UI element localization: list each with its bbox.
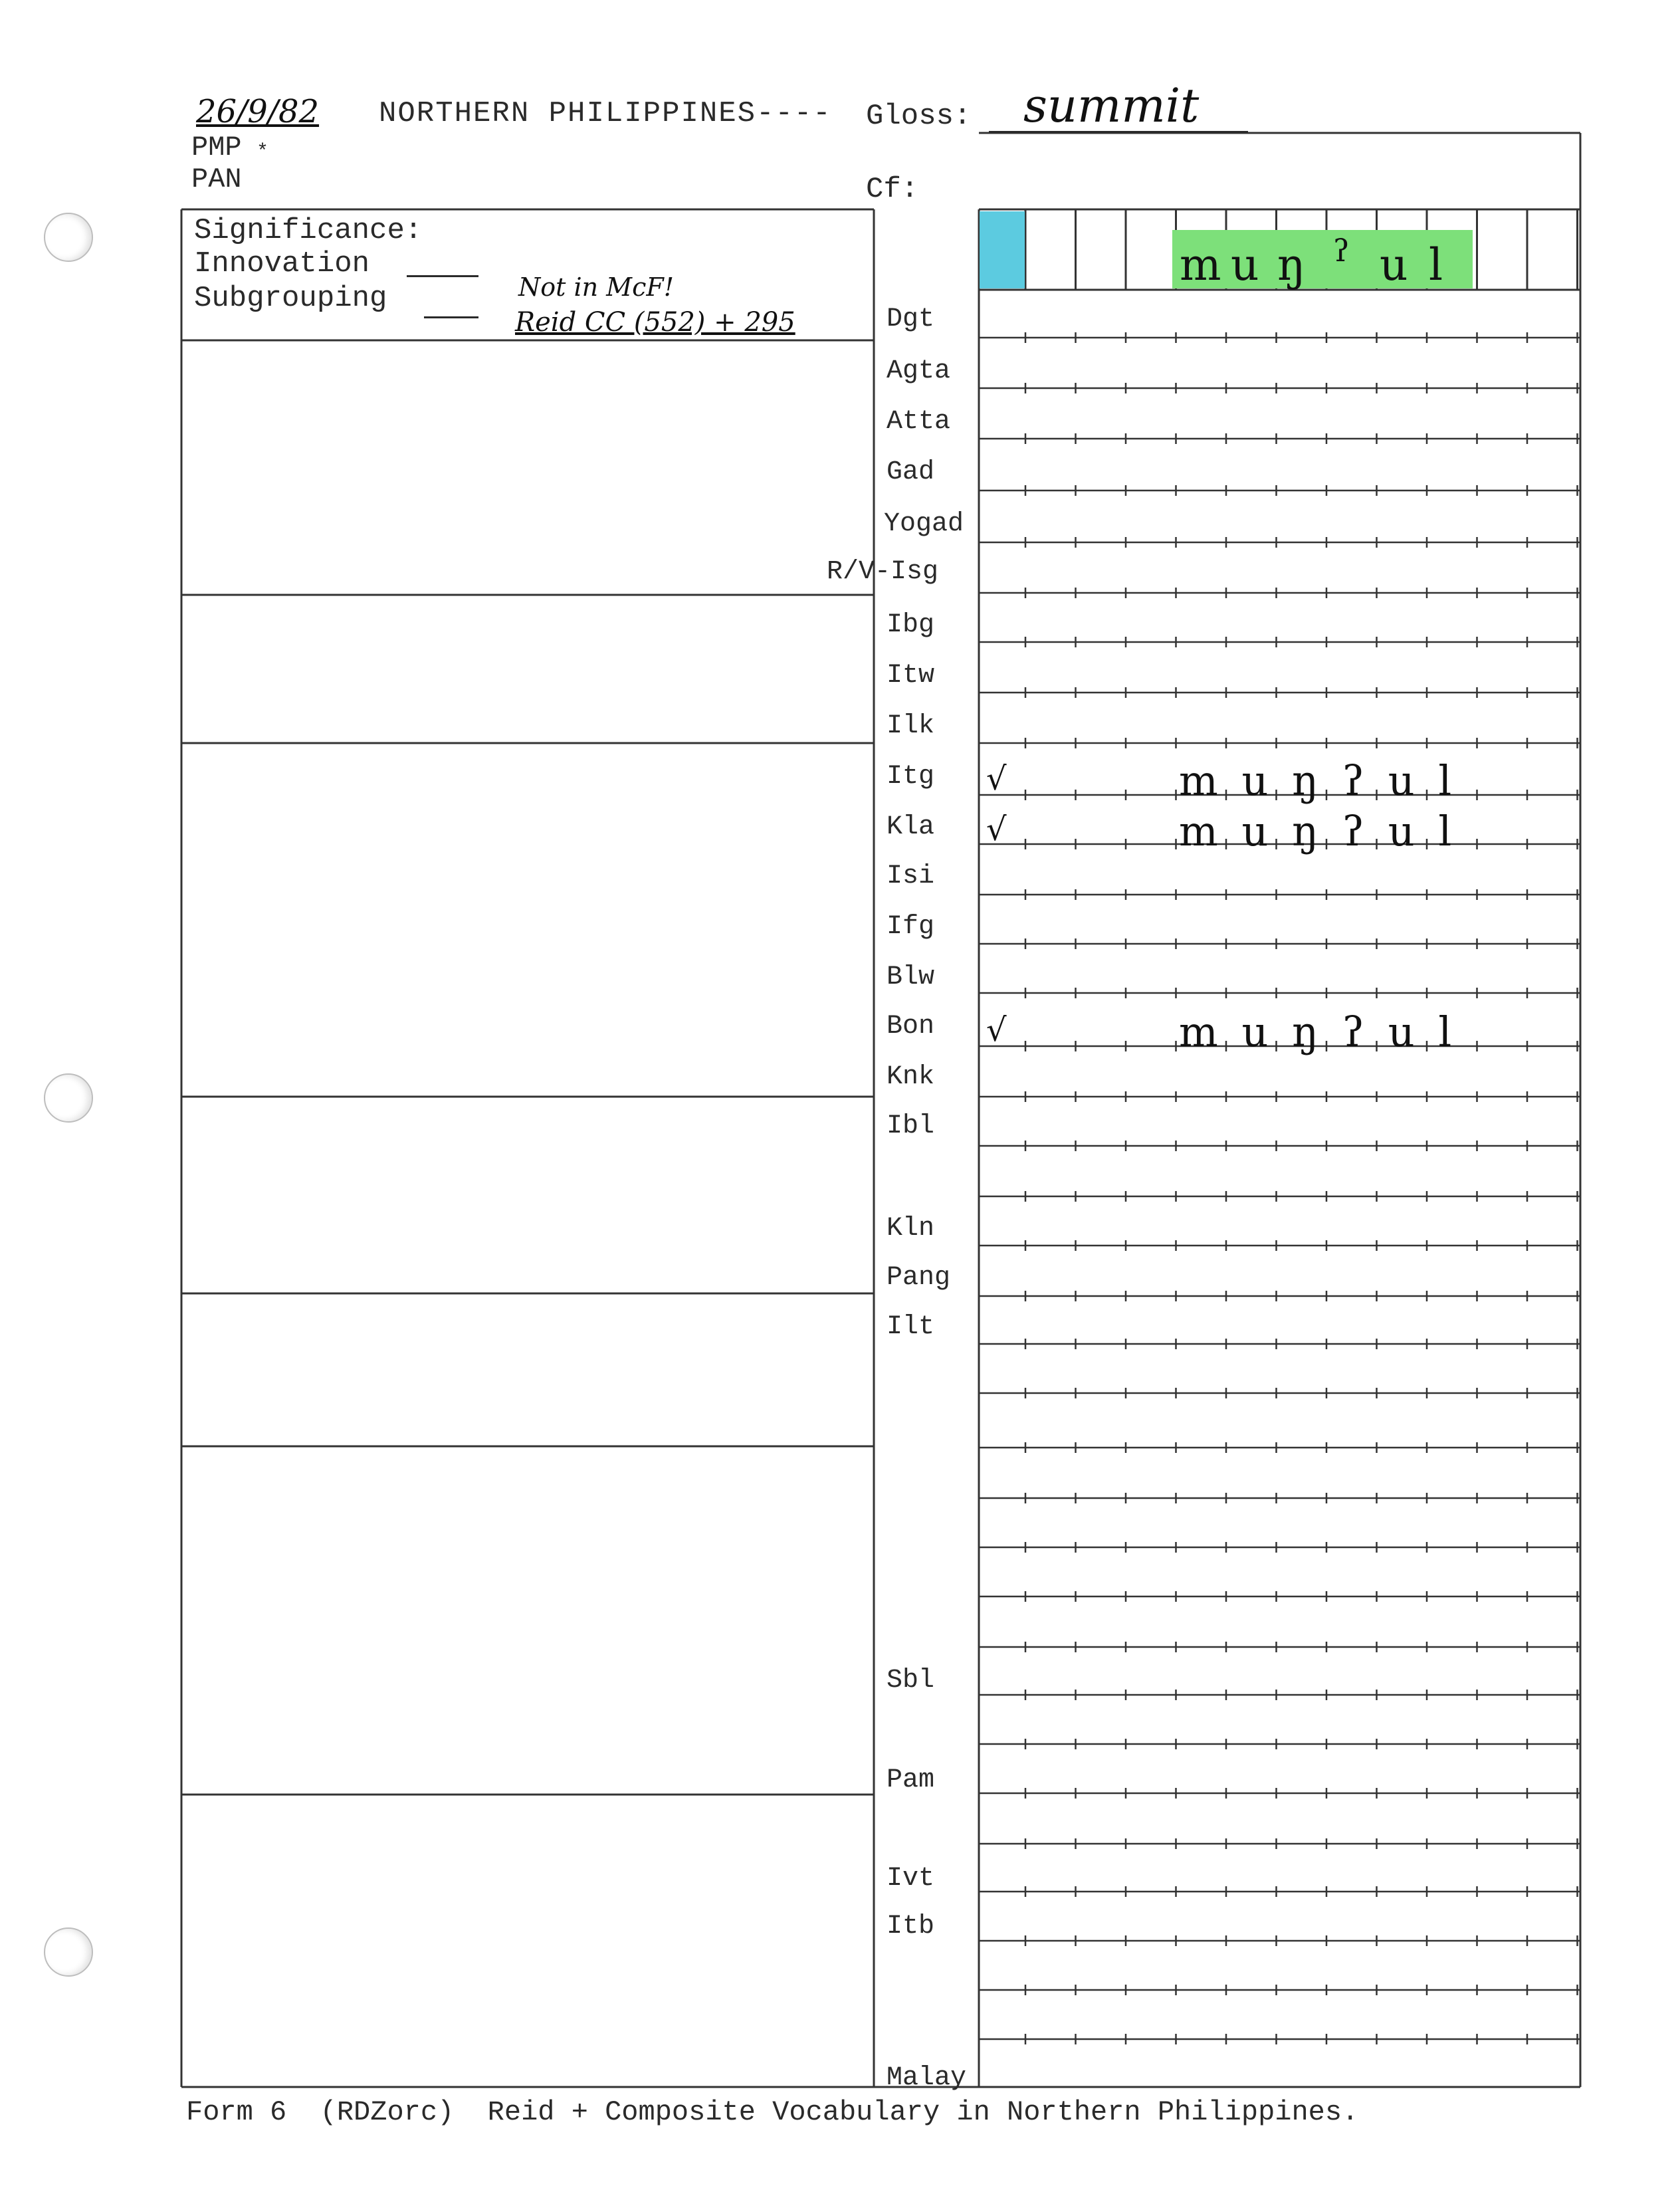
region-title: NORTHERN PHILIPPINES---- — [379, 97, 832, 130]
lang-label: Atta — [887, 407, 951, 437]
entry-check: √ — [986, 811, 1007, 848]
innovation-label: Innovation — [194, 247, 370, 280]
lang-label: Ibg — [887, 610, 935, 640]
entry-form: m u ŋ ʔ u l — [1179, 756, 1457, 805]
lang-label: Kln — [887, 1214, 935, 1244]
pan-label: PAN — [191, 164, 242, 195]
lang-label: Dgt — [887, 304, 935, 334]
lang-label: Kla — [887, 812, 935, 842]
entry-check: √ — [986, 1012, 1007, 1049]
lang-label: Yogad — [884, 509, 964, 539]
lang-label: Pam — [887, 1765, 935, 1795]
note-not-in-mcf: Not in McF! — [518, 273, 675, 302]
lang-label: R/V-Isg — [827, 557, 939, 587]
lang-label: Ilt — [887, 1312, 935, 1342]
reconstruction-segment: ŋ — [1277, 239, 1306, 290]
note-reid-cc: Reid CC (552) + 295 — [515, 307, 795, 338]
significance-title: Significance: — [194, 214, 423, 247]
reconstruction-segment: l — [1429, 239, 1443, 290]
pmp-marker: * — [257, 141, 269, 164]
lang-label: Isi — [887, 861, 935, 891]
lang-label: Ivt — [887, 1864, 935, 1894]
innovation-blank — [407, 275, 478, 277]
lang-label: Itw — [887, 661, 935, 691]
highlight-blue-cell — [980, 211, 1025, 288]
lang-label: Gad — [887, 457, 935, 487]
lang-label: Ibl — [887, 1111, 935, 1141]
footer-text: Form 6 (RDZorc) Reid + Composite Vocabulary in Northern Philippines. — [186, 2096, 1359, 2128]
lang-label: Sbl — [887, 1666, 935, 1696]
cf-label: Cf: — [866, 173, 919, 206]
lang-label: Itb — [887, 1912, 935, 1941]
entry-check: √ — [986, 760, 1007, 798]
reconstruction-segment: u — [1380, 239, 1408, 290]
lang-label: Ifg — [887, 912, 935, 942]
lang-label: Itg — [887, 762, 935, 792]
entry-form: m u ŋ ʔ u l — [1179, 807, 1457, 855]
lang-label: Agta — [887, 356, 951, 386]
lang-label: Pang — [887, 1263, 951, 1293]
lang-label: Bon — [887, 1012, 935, 1041]
gloss-label: Gloss: — [866, 100, 972, 133]
entry-form: m u ŋ ʔ u l — [1179, 1008, 1457, 1056]
gloss-value: summit — [1023, 78, 1200, 133]
reconstruction-segment: ʔ — [1333, 233, 1350, 269]
lang-label: Knk — [887, 1062, 935, 1092]
lang-label: Ilk — [887, 711, 935, 741]
lang-label: Blw — [887, 962, 935, 992]
reconstruction-segment: m — [1180, 239, 1221, 290]
lang-label: Malay — [887, 2063, 967, 2093]
subgrouping-blank — [424, 316, 478, 318]
date: 26/9/82 — [196, 93, 320, 130]
subgrouping-label: Subgrouping — [194, 282, 387, 315]
reconstruction-segment: u — [1231, 239, 1259, 290]
pmp-label: PMP — [191, 132, 242, 164]
